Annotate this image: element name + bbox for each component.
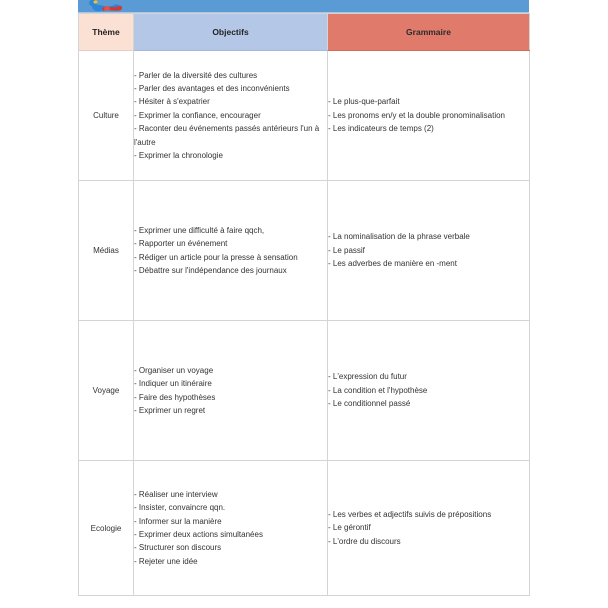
table-row [79,461,530,596]
list-item: - Exprimer la confiance, encourager [134,110,261,120]
column-header-grammaire: Grammaire [328,14,530,51]
list-item: - Les verbes et adjectifs suivis de prépositions [328,509,492,519]
list-item: - Réaliser une interview [134,489,218,499]
list-item: - Les adverbes de manière en -ment [328,259,457,269]
list-item: - Rédiger un article pour la presse à sensation [134,252,298,262]
table-row [79,181,530,321]
list-item: - Le plus-que-parfait [328,97,400,107]
cell-grammaire [328,181,530,321]
cell-theme: Culture [79,51,134,181]
list-item: - Exprimer deux actions simultanées [134,530,263,539]
table-row [79,51,530,181]
list-item: - Organiser un voyage [134,365,214,375]
list-item: - Le passif [328,245,365,255]
document-banner [78,0,529,13]
list-item: - Parler de la diversité des cultures [134,70,258,80]
list-item: - Exprimer une difficulté à faire qqch, [134,225,265,235]
cell-grammaire [328,461,530,596]
table-header-row [79,14,530,51]
cell-objectifs [134,51,328,181]
cell-theme: Médias [79,181,134,321]
cell-objectifs [134,321,328,461]
colorful-swoosh-logo-icon [86,0,126,13]
list-item: - L'ordre du discours [328,536,401,546]
column-header-objectifs: Objectifs [134,14,328,51]
column-header-theme: Thème [79,14,134,51]
cell-objectifs [134,181,328,321]
list-item: - L'expression du futur [328,372,407,382]
cell-theme: Ecologie [79,461,134,596]
cell-grammaire [328,321,530,461]
list-item: - Débattre sur l'indépendance des journaux [134,265,287,275]
cell-theme: Voyage [79,321,134,461]
curriculum-table [78,13,530,596]
table-row [79,321,530,461]
cell-objectifs [134,461,328,596]
list-item: - Rapporter un événement [134,239,228,249]
list-item: - Insister, convaincre qqn. [134,503,226,513]
list-item: - La nominalisation de la phrase verbale [328,232,470,242]
list-item: - Les indicateurs de temps (2) [328,124,434,134]
list-item: - Rejeter une idée [134,556,198,566]
list-item: - Exprimer un regret [134,405,206,415]
list-item: - La condition et l'hypothèse [328,385,428,395]
list-item: - Les pronoms en/y et la double pronominalisation [328,110,505,120]
list-item: - Exprimer la chronologie [134,151,223,161]
list-item: - Indiquer un itinéraire [134,379,212,389]
list-item: - Informer sur la manière [134,516,222,526]
cell-grammaire [328,51,530,181]
list-item: - Structurer son discours [134,543,222,553]
list-item: - Le conditionnel passé [328,399,411,409]
list-item: - Faire des hypothèses [134,392,216,402]
list-item: - Le gérontif [328,523,371,533]
list-item: - Parler des avantages et des inconvénients [134,83,290,93]
list-item: - Raconter deu événements passés antérieurs l'un à l'autre [134,124,320,147]
list-item: - Hésiter à s'expatrier [134,97,210,107]
